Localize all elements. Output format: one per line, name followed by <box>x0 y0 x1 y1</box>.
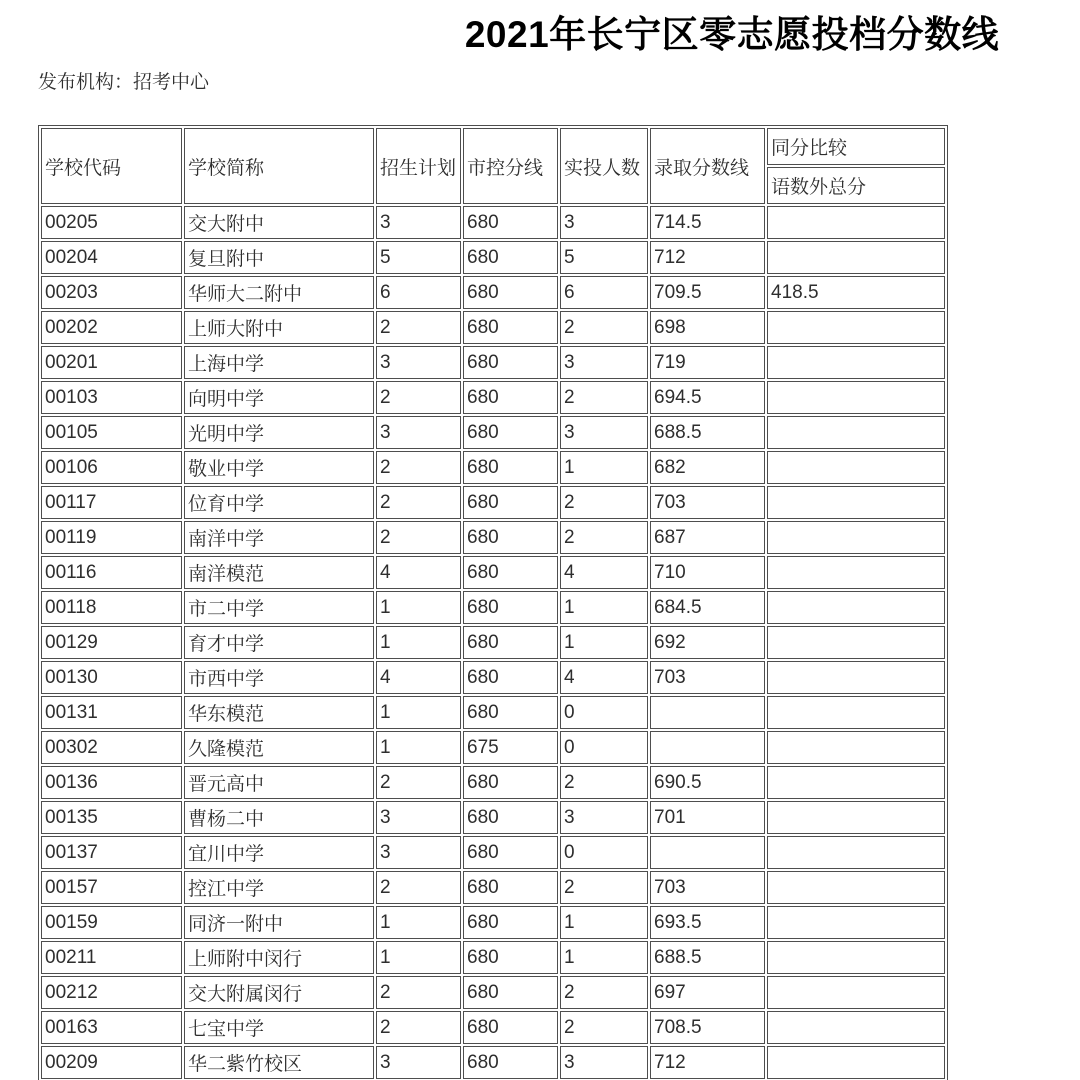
cell-tie-total <box>767 416 945 449</box>
cell-actual-count: 0 <box>560 836 648 869</box>
cell-school-name: 久隆模范 <box>184 731 374 764</box>
header-tie-compare: 同分比较 <box>767 128 945 165</box>
cell-actual-count: 3 <box>560 206 648 239</box>
table-row <box>41 451 945 484</box>
cell-school-code: 00136 <box>41 766 182 799</box>
cell-school-name: 同济一附中 <box>184 906 374 939</box>
cell-school-code: 00211 <box>41 941 182 974</box>
cell-admit-cutoff: 684.5 <box>650 591 765 624</box>
table-row <box>41 871 945 904</box>
cell-actual-count: 2 <box>560 871 648 904</box>
cell-enroll-plan: 1 <box>376 591 461 624</box>
table-row <box>41 346 945 379</box>
cell-school-name: 敬业中学 <box>184 451 374 484</box>
table-row <box>41 311 945 344</box>
cell-enroll-plan: 4 <box>376 556 461 589</box>
cell-admit-cutoff: 710 <box>650 556 765 589</box>
cell-city-cutoff: 680 <box>463 801 558 834</box>
cell-actual-count: 5 <box>560 241 648 274</box>
table-row <box>41 591 945 624</box>
cell-school-code: 00201 <box>41 346 182 379</box>
cell-enroll-plan: 1 <box>376 696 461 729</box>
cell-school-name: 南洋中学 <box>184 521 374 554</box>
table-row <box>41 801 945 834</box>
cell-admit-cutoff: 687 <box>650 521 765 554</box>
cell-school-name: 华东模范 <box>184 696 374 729</box>
cell-enroll-plan: 3 <box>376 801 461 834</box>
cell-tie-total <box>767 1011 945 1044</box>
cell-admit-cutoff: 703 <box>650 661 765 694</box>
cell-school-code: 00204 <box>41 241 182 274</box>
cell-school-code: 00209 <box>41 1046 182 1079</box>
cell-admit-cutoff: 703 <box>650 871 765 904</box>
cell-school-code: 00163 <box>41 1011 182 1044</box>
cell-city-cutoff: 680 <box>463 346 558 379</box>
cell-school-code: 00116 <box>41 556 182 589</box>
table-row <box>41 836 945 869</box>
cell-enroll-plan: 2 <box>376 311 461 344</box>
cell-admit-cutoff: 712 <box>650 241 765 274</box>
page-title: 2021年长宁区零志愿投档分数线 <box>464 14 1000 55</box>
cell-enroll-plan: 3 <box>376 416 461 449</box>
cell-enroll-plan: 1 <box>376 626 461 659</box>
cell-actual-count: 1 <box>560 591 648 624</box>
table-row <box>41 206 945 239</box>
cell-city-cutoff: 680 <box>463 206 558 239</box>
cell-enroll-plan: 2 <box>376 766 461 799</box>
cell-city-cutoff: 680 <box>463 381 558 414</box>
cell-enroll-plan: 2 <box>376 871 461 904</box>
cell-tie-total <box>767 941 945 974</box>
cell-enroll-plan: 1 <box>376 731 461 764</box>
header-school-name: 学校简称 <box>184 128 374 204</box>
cell-tie-total <box>767 661 945 694</box>
cell-school-code: 00103 <box>41 381 182 414</box>
cell-city-cutoff: 680 <box>463 696 558 729</box>
cell-school-name: 上师大附中 <box>184 311 374 344</box>
cell-school-name: 复旦附中 <box>184 241 374 274</box>
cell-tie-total <box>767 731 945 764</box>
cell-admit-cutoff: 690.5 <box>650 766 765 799</box>
cell-enroll-plan: 3 <box>376 346 461 379</box>
cell-school-name: 上师附中闵行 <box>184 941 374 974</box>
cell-school-name: 交大附中 <box>184 206 374 239</box>
cell-actual-count: 1 <box>560 906 648 939</box>
cell-tie-total <box>767 836 945 869</box>
header-admit-cutoff: 录取分数线 <box>650 128 765 204</box>
cell-school-name: 华二紫竹校区 <box>184 1046 374 1079</box>
cell-tie-total <box>767 906 945 939</box>
cell-school-name: 宜川中学 <box>184 836 374 869</box>
table-row <box>41 521 945 554</box>
cell-enroll-plan: 2 <box>376 1011 461 1044</box>
table-row <box>41 1046 945 1079</box>
cell-school-code: 00131 <box>41 696 182 729</box>
table-row <box>41 626 945 659</box>
cell-actual-count: 2 <box>560 766 648 799</box>
table-row <box>41 486 945 519</box>
table-row <box>41 241 945 274</box>
cell-school-name: 七宝中学 <box>184 1011 374 1044</box>
cell-school-code: 00129 <box>41 626 182 659</box>
header-enroll-plan: 招生计划 <box>376 128 461 204</box>
cell-enroll-plan: 4 <box>376 661 461 694</box>
table-row <box>41 941 945 974</box>
cell-tie-total <box>767 311 945 344</box>
cell-school-code: 00118 <box>41 591 182 624</box>
cell-admit-cutoff: 712 <box>650 1046 765 1079</box>
cell-enroll-plan: 3 <box>376 1046 461 1079</box>
cell-actual-count: 3 <box>560 346 648 379</box>
cell-actual-count: 3 <box>560 801 648 834</box>
cell-tie-total <box>767 1046 945 1079</box>
table-row <box>41 906 945 939</box>
cell-actual-count: 2 <box>560 1011 648 1044</box>
cell-tie-total <box>767 241 945 274</box>
cell-school-name: 向明中学 <box>184 381 374 414</box>
header-actual-count: 实投人数 <box>560 128 648 204</box>
table-row <box>41 976 945 1009</box>
cell-tie-total <box>767 556 945 589</box>
cell-city-cutoff: 680 <box>463 1011 558 1044</box>
score-table <box>38 125 948 1080</box>
table-row <box>41 1011 945 1044</box>
table-header-row <box>41 128 945 165</box>
cell-school-code: 00202 <box>41 311 182 344</box>
table-row <box>41 731 945 764</box>
header-subject-total: 语数外总分 <box>767 167 945 204</box>
table-row <box>41 661 945 694</box>
cell-enroll-plan: 6 <box>376 276 461 309</box>
header-school-code: 学校代码 <box>41 128 182 204</box>
cell-tie-total <box>767 801 945 834</box>
cell-actual-count: 1 <box>560 941 648 974</box>
cell-city-cutoff: 680 <box>463 416 558 449</box>
cell-admit-cutoff: 703 <box>650 486 765 519</box>
header-city-cutoff: 市控分线 <box>463 128 558 204</box>
cell-city-cutoff: 680 <box>463 556 558 589</box>
cell-admit-cutoff: 682 <box>650 451 765 484</box>
cell-school-name: 上海中学 <box>184 346 374 379</box>
cell-enroll-plan: 5 <box>376 241 461 274</box>
cell-enroll-plan: 2 <box>376 521 461 554</box>
cell-admit-cutoff: 688.5 <box>650 416 765 449</box>
cell-admit-cutoff: 701 <box>650 801 765 834</box>
cell-actual-count: 2 <box>560 976 648 1009</box>
cell-city-cutoff: 680 <box>463 836 558 869</box>
cell-school-name: 控江中学 <box>184 871 374 904</box>
cell-admit-cutoff <box>650 696 765 729</box>
cell-tie-total <box>767 486 945 519</box>
cell-school-code: 00302 <box>41 731 182 764</box>
cell-tie-total <box>767 696 945 729</box>
cell-school-code: 00105 <box>41 416 182 449</box>
cell-actual-count: 6 <box>560 276 648 309</box>
cell-admit-cutoff: 697 <box>650 976 765 1009</box>
cell-enroll-plan: 2 <box>376 976 461 1009</box>
cell-school-code: 00159 <box>41 906 182 939</box>
cell-actual-count: 4 <box>560 661 648 694</box>
cell-actual-count: 1 <box>560 451 648 484</box>
cell-school-code: 00203 <box>41 276 182 309</box>
cell-actual-count: 2 <box>560 486 648 519</box>
cell-city-cutoff: 680 <box>463 941 558 974</box>
cell-tie-total <box>767 976 945 1009</box>
cell-actual-count: 4 <box>560 556 648 589</box>
cell-enroll-plan: 3 <box>376 836 461 869</box>
cell-tie-total <box>767 766 945 799</box>
cell-enroll-plan: 2 <box>376 381 461 414</box>
cell-city-cutoff: 675 <box>463 731 558 764</box>
cell-school-name: 育才中学 <box>184 626 374 659</box>
cell-actual-count: 3 <box>560 416 648 449</box>
cell-school-code: 00205 <box>41 206 182 239</box>
cell-city-cutoff: 680 <box>463 626 558 659</box>
cell-school-code: 00106 <box>41 451 182 484</box>
cell-tie-total <box>767 381 945 414</box>
cell-city-cutoff: 680 <box>463 976 558 1009</box>
cell-admit-cutoff: 708.5 <box>650 1011 765 1044</box>
cell-city-cutoff: 680 <box>463 766 558 799</box>
cell-tie-total <box>767 626 945 659</box>
cell-tie-total: 418.5 <box>767 276 945 309</box>
cell-city-cutoff: 680 <box>463 311 558 344</box>
cell-school-code: 00212 <box>41 976 182 1009</box>
cell-school-name: 市西中学 <box>184 661 374 694</box>
cell-enroll-plan: 2 <box>376 451 461 484</box>
cell-city-cutoff: 680 <box>463 591 558 624</box>
cell-school-name: 市二中学 <box>184 591 374 624</box>
cell-school-code: 00157 <box>41 871 182 904</box>
table-row <box>41 416 945 449</box>
cell-school-code: 00117 <box>41 486 182 519</box>
table-row <box>41 276 945 309</box>
cell-tie-total <box>767 591 945 624</box>
cell-actual-count: 2 <box>560 311 648 344</box>
cell-actual-count: 3 <box>560 1046 648 1079</box>
cell-school-name: 南洋模范 <box>184 556 374 589</box>
cell-admit-cutoff: 714.5 <box>650 206 765 239</box>
cell-admit-cutoff <box>650 731 765 764</box>
table-row <box>41 381 945 414</box>
cell-city-cutoff: 680 <box>463 241 558 274</box>
cell-city-cutoff: 680 <box>463 1046 558 1079</box>
cell-actual-count: 2 <box>560 381 648 414</box>
cell-school-name: 华师大二附中 <box>184 276 374 309</box>
cell-actual-count: 0 <box>560 731 648 764</box>
cell-admit-cutoff: 719 <box>650 346 765 379</box>
cell-actual-count: 1 <box>560 626 648 659</box>
cell-school-name: 光明中学 <box>184 416 374 449</box>
cell-school-name: 晋元高中 <box>184 766 374 799</box>
cell-city-cutoff: 680 <box>463 906 558 939</box>
cell-admit-cutoff: 698 <box>650 311 765 344</box>
cell-school-name: 交大附属闵行 <box>184 976 374 1009</box>
cell-school-code: 00119 <box>41 521 182 554</box>
cell-school-code: 00130 <box>41 661 182 694</box>
cell-admit-cutoff: 694.5 <box>650 381 765 414</box>
cell-admit-cutoff: 688.5 <box>650 941 765 974</box>
table-row <box>41 766 945 799</box>
cell-enroll-plan: 1 <box>376 941 461 974</box>
publisher-line: 发布机构：招考中心 <box>38 72 210 93</box>
table-row <box>41 556 945 589</box>
cell-city-cutoff: 680 <box>463 661 558 694</box>
cell-enroll-plan: 3 <box>376 206 461 239</box>
cell-school-code: 00135 <box>41 801 182 834</box>
cell-enroll-plan: 1 <box>376 906 461 939</box>
cell-school-name: 位育中学 <box>184 486 374 519</box>
cell-enroll-plan: 2 <box>376 486 461 519</box>
cell-admit-cutoff: 709.5 <box>650 276 765 309</box>
cell-city-cutoff: 680 <box>463 521 558 554</box>
table-row <box>41 696 945 729</box>
cell-tie-total <box>767 451 945 484</box>
cell-city-cutoff: 680 <box>463 486 558 519</box>
cell-admit-cutoff <box>650 836 765 869</box>
cell-school-code: 00137 <box>41 836 182 869</box>
cell-actual-count: 0 <box>560 696 648 729</box>
cell-admit-cutoff: 693.5 <box>650 906 765 939</box>
cell-tie-total <box>767 521 945 554</box>
cell-tie-total <box>767 346 945 379</box>
cell-city-cutoff: 680 <box>463 871 558 904</box>
cell-city-cutoff: 680 <box>463 451 558 484</box>
cell-tie-total <box>767 206 945 239</box>
cell-actual-count: 2 <box>560 521 648 554</box>
cell-admit-cutoff: 692 <box>650 626 765 659</box>
cell-school-name: 曹杨二中 <box>184 801 374 834</box>
cell-city-cutoff: 680 <box>463 276 558 309</box>
cell-tie-total <box>767 871 945 904</box>
